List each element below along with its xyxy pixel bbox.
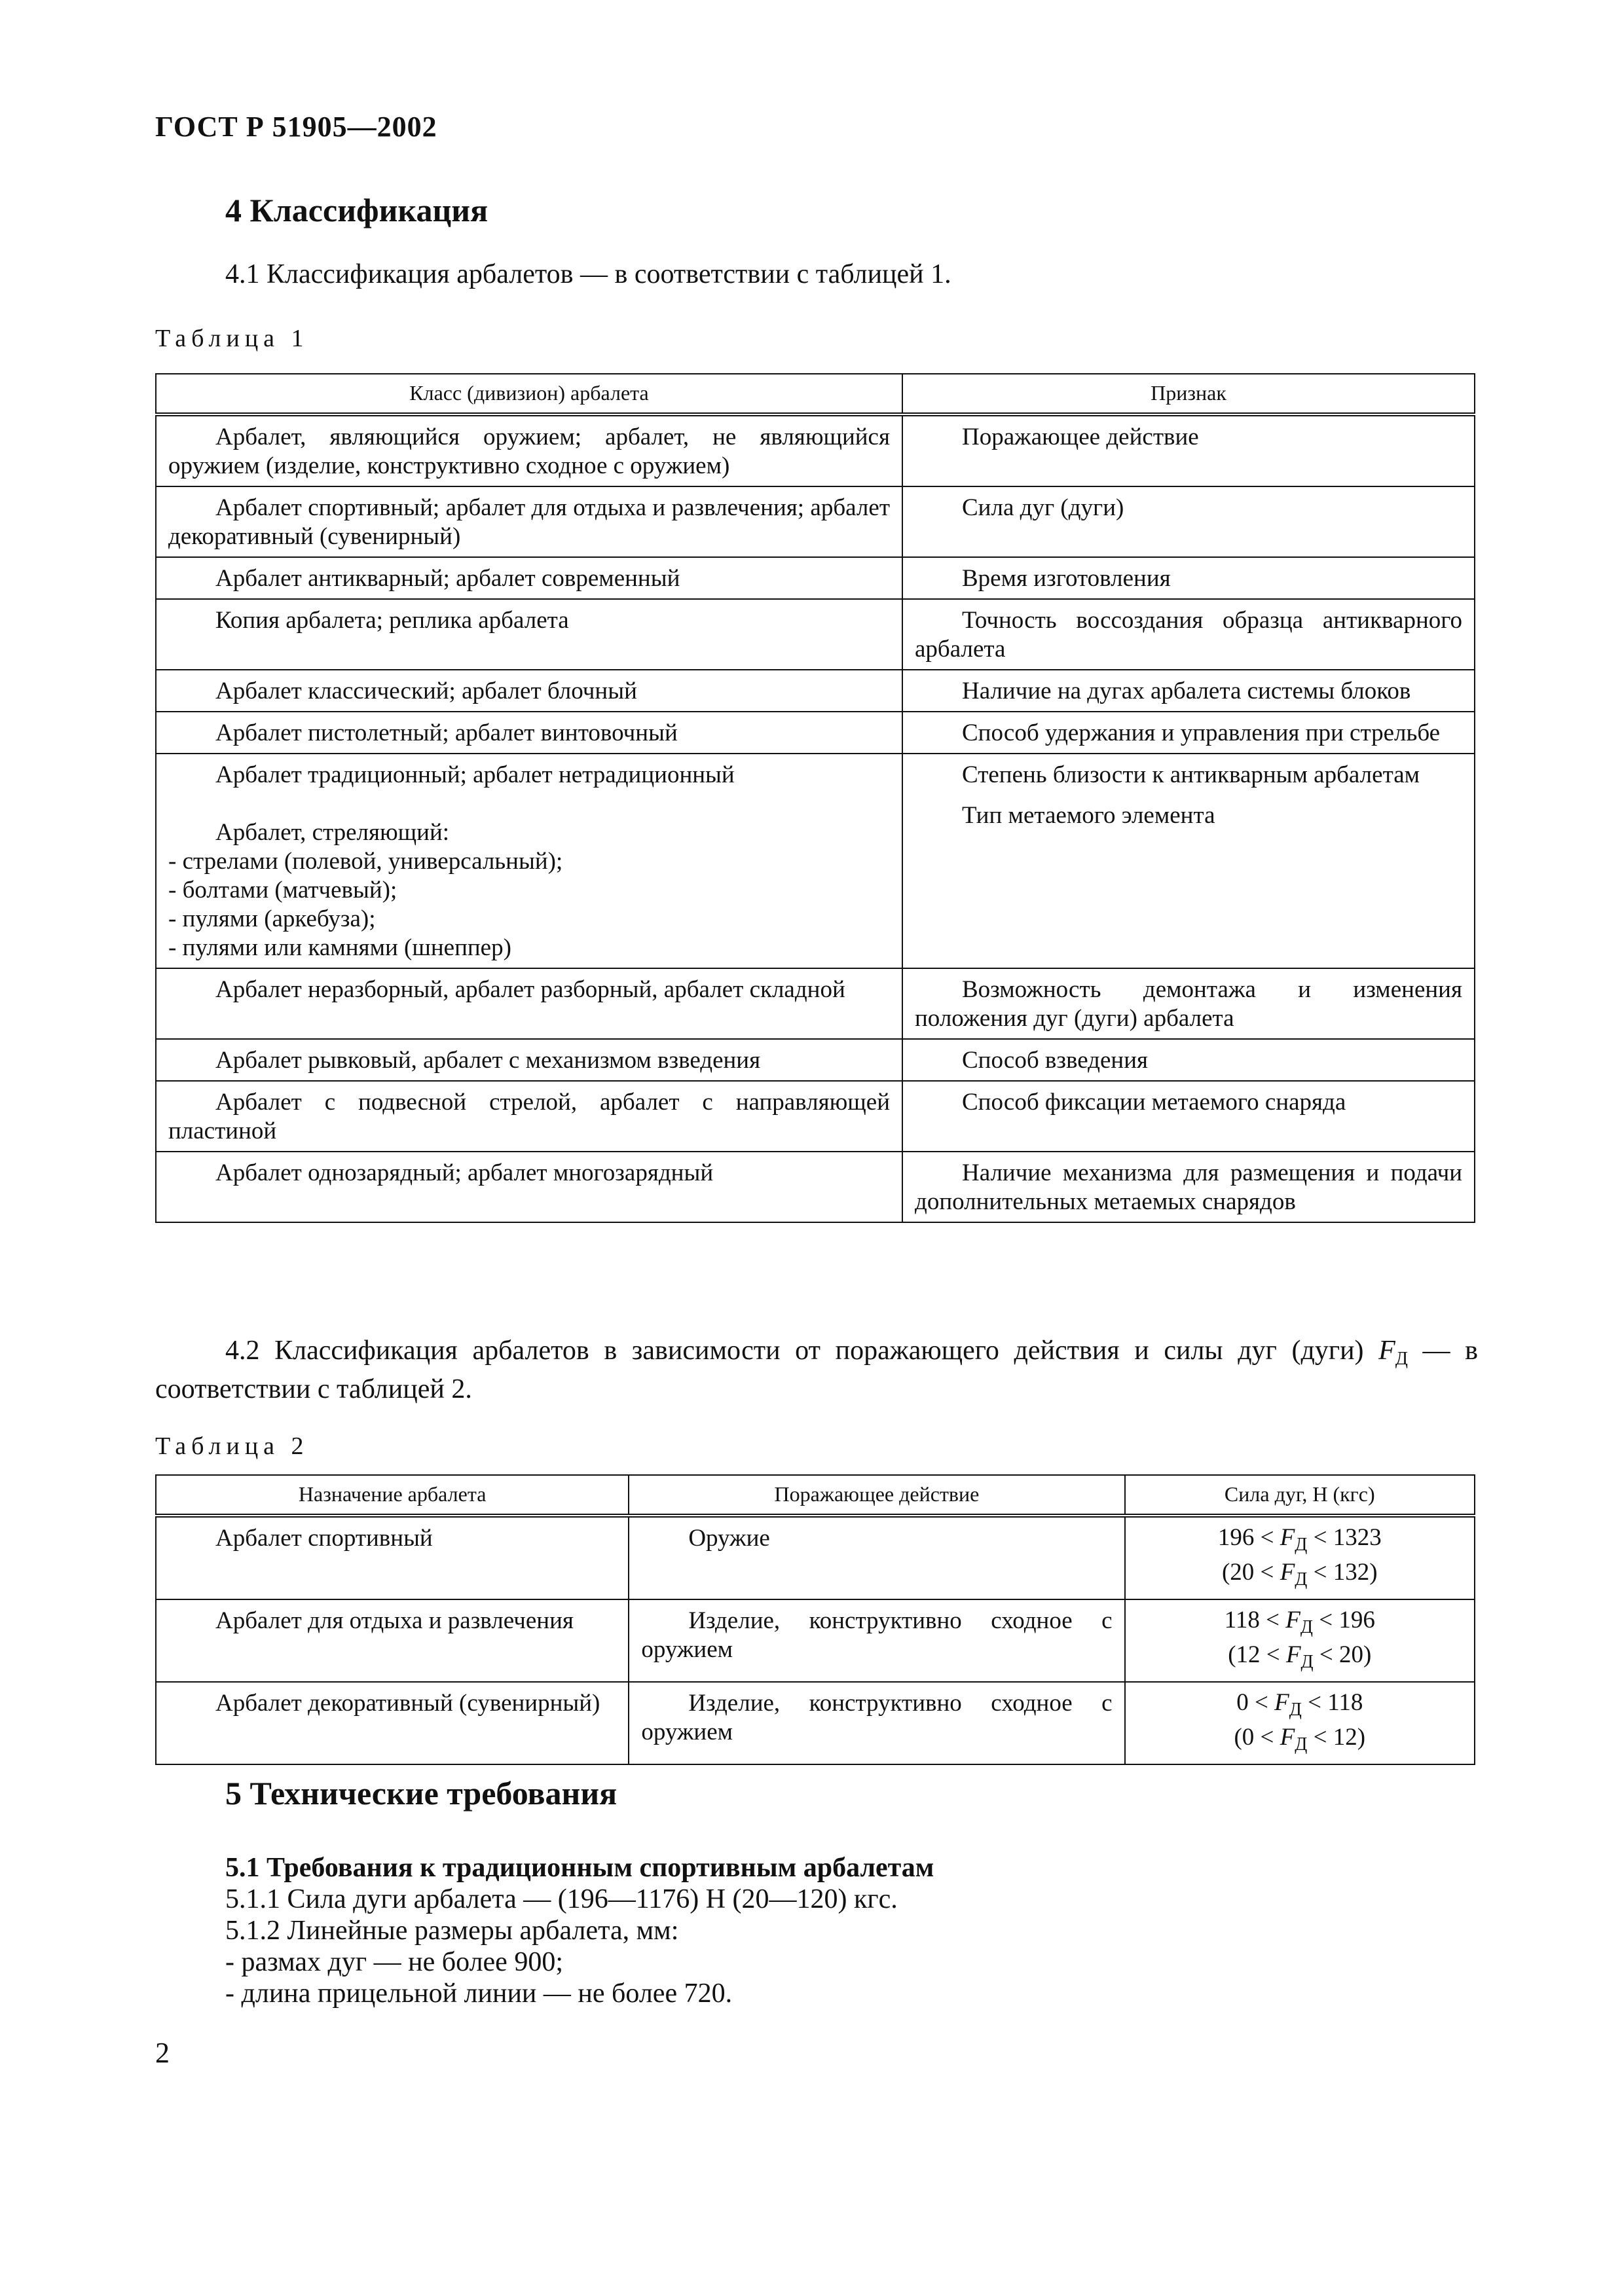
table-row (156, 1599, 1475, 1682)
table-cell: Изделие, конструктивно сходное с оружием (629, 1682, 1124, 1764)
table-2-header-force: Сила дуг, Н (кгс) (1125, 1475, 1475, 1516)
list-item: - болтами (матчевый); (168, 877, 397, 903)
table-cell: Наличие на дугах арбалета системы блоков (902, 670, 1475, 712)
spacer (168, 790, 890, 818)
list-item: - пулями или камнями (шнеппер) (168, 934, 511, 961)
table-row (156, 1039, 1475, 1081)
document-code: ГОСТ Р 51905—2002 (155, 111, 437, 143)
force-kgf (1137, 1559, 1462, 1594)
list-item: - длина прицельной линии — не более 720. (225, 1978, 733, 2009)
table-2-header-purpose: Назначение арбалета (156, 1475, 629, 1516)
force-kgf (1137, 1724, 1462, 1758)
table-cell: Способ взведения (902, 1039, 1475, 1081)
section-5-1 (225, 1852, 934, 2009)
paragraph-5-1-1: 5.1.1 Сила дуги арбалета — (196—1176) Н (20—120) кгс. (225, 1884, 898, 1914)
force-symbol: F (1280, 1559, 1295, 1586)
force-subscript: Д (1395, 1349, 1408, 1369)
range-high: < 12) (1307, 1724, 1366, 1751)
range-low: 118 < (1224, 1607, 1286, 1633)
table-2-header-effect: Поражающее действие (629, 1475, 1124, 1516)
range-low: (12 < (1228, 1641, 1286, 1668)
table-cell: Наличие механизма для размещения и подачи дополнительных метаемых снарядов (902, 1152, 1475, 1222)
table-2-caption: Таблица 2 (155, 1432, 309, 1460)
list-item: - размах дуг — не более 900; (225, 1947, 563, 1977)
table-cell-text: Степень близости к антикварным арбалетам (962, 761, 1420, 788)
table-cell: Арбалет декоративный (сувенирный) (156, 1682, 629, 1764)
force-kgf (1137, 1641, 1462, 1676)
force-symbol: F (1280, 1724, 1295, 1751)
table-cell: Время изготовления (902, 557, 1475, 599)
paragraph-4-2-text: 4.2 Классификация арбалетов в зависимости от поражающего действия и силы дуг (дуги) (225, 1336, 1364, 1366)
table-cell: Арбалет однозарядный; арбалет многозарядный (156, 1152, 902, 1222)
table-row (156, 754, 1475, 968)
table-1-header-class: Класс (дивизион) арбалета (156, 374, 902, 414)
table-cell (1125, 1516, 1475, 1599)
table-row (156, 1152, 1475, 1222)
table-row (156, 1081, 1475, 1152)
table-1-caption: Таблица 1 (155, 325, 309, 352)
force-subscript: Д (1289, 1700, 1302, 1720)
force-newton (1137, 1524, 1462, 1559)
table-cell: Сила дуг (дуги) (902, 486, 1475, 557)
table-cell: Арбалет рывковый, арбалет с механизмом взведения (156, 1039, 902, 1081)
table-cell: Арбалет спортивный; арбалет для отдыха и развлечения; арбалет декоративный (сувенирный) (156, 486, 902, 557)
paragraph-4-1: 4.1 Классификация арбалетов — в соответствии с таблицей 1. (225, 259, 951, 289)
force-symbol: F (1285, 1607, 1300, 1633)
table-cell: Арбалет, являющийся оружием; арбалет, не являющийся оружием (изделие, конструктивно сходное с оружием) (156, 414, 902, 486)
force-symbol: F (1274, 1689, 1289, 1716)
table-cell: Способ фиксации метаемого снаряда (902, 1081, 1475, 1152)
table-cell: Арбалет для отдыха и развлечения (156, 1599, 629, 1682)
range-high: < 118 (1301, 1689, 1363, 1716)
table-cell: Копия арбалета; реплика арбалета (156, 599, 902, 670)
range-high: < 20) (1313, 1641, 1372, 1668)
paragraph-5-1-2: 5.1.2 Линейные размеры арбалета, мм: (225, 1916, 679, 1946)
table-cell: Арбалет неразборный, арбалет разборный, арбалет складной (156, 968, 902, 1039)
table-cell: Способ удержания и управления при стрельбе (902, 712, 1475, 754)
force-symbol: F (1280, 1524, 1295, 1551)
table-cell: Арбалет антикварный; арбалет современный (156, 557, 902, 599)
page-number: 2 (155, 2037, 170, 2069)
table-cell: Точность воссоздания образца антикварного арбалета (902, 599, 1475, 670)
range-high: < 196 (1312, 1607, 1375, 1633)
table-cell: Арбалет спортивный (156, 1516, 629, 1599)
range-high: < 132) (1307, 1559, 1378, 1586)
table-cell: Арбалет пистолетный; арбалет винтовочный (156, 712, 902, 754)
table-row (156, 968, 1475, 1039)
table-cell: Арбалет классический; арбалет блочный (156, 670, 902, 712)
table-cell: Арбалет с подвесной стрелой, арбалет с направляющей пластиной (156, 1081, 902, 1152)
table-2 (155, 1474, 1475, 1765)
section-5-title: 5 Технические требования (225, 1775, 617, 1812)
table-row (156, 670, 1475, 712)
force-subscript: Д (1295, 1535, 1308, 1555)
force-subscript: Д (1300, 1652, 1314, 1672)
force-subscript: Д (1300, 1617, 1313, 1637)
range-low: 0 < (1236, 1689, 1275, 1716)
table-row (156, 599, 1475, 670)
range-low: 196 < (1217, 1524, 1280, 1551)
table-row (156, 414, 1475, 486)
table-cell (902, 754, 1475, 968)
section-4-title: 4 Классификация (225, 192, 488, 228)
force-newton (1137, 1689, 1462, 1724)
table-1 (155, 373, 1475, 1223)
table-row (156, 1682, 1475, 1764)
table-row (156, 1516, 1475, 1599)
table-cell (1125, 1599, 1475, 1682)
table-row (156, 557, 1475, 599)
table-row (156, 712, 1475, 754)
table-cell-text: Арбалет традиционный; арбалет нетрадиционный (215, 761, 735, 788)
table-cell: Оружие (629, 1516, 1124, 1599)
paragraph-4-2-tail: — в соответствии с таблицей 2. (155, 1336, 1478, 1404)
spacer (915, 790, 1462, 801)
force-subscript: Д (1295, 1734, 1308, 1755)
force-symbol: F (1285, 1641, 1301, 1668)
table-row (156, 486, 1475, 557)
list-item: - стрелами (полевой, универсальный); (168, 848, 563, 875)
table-cell: Возможность демонтажа и изменения положения дуг (дуги) арбалета (902, 968, 1475, 1039)
force-symbol: F (1378, 1336, 1395, 1366)
range-high: < 1323 (1307, 1524, 1382, 1551)
list-item: - пулями (аркебуза); (168, 905, 376, 932)
range-low: (20 < (1221, 1559, 1280, 1586)
subsection-5-1-title: 5.1 Требования к традиционным спортивным арбалетам (225, 1853, 934, 1883)
force-subscript: Д (1295, 1569, 1308, 1590)
table-cell: Изделие, конструктивно сходное с оружием (629, 1599, 1124, 1682)
range-low: (0 < (1234, 1724, 1280, 1751)
table-cell-text: Арбалет, стреляющий: (215, 819, 450, 846)
table-cell (1125, 1682, 1475, 1764)
table-cell-text: Тип метаемого элемента (962, 802, 1215, 829)
table-1-header-feature: Признак (902, 374, 1475, 414)
table-cell: Поражающее действие (902, 414, 1475, 486)
table-cell (156, 754, 902, 968)
paragraph-4-2 (155, 1336, 1478, 1404)
force-newton (1137, 1607, 1462, 1641)
